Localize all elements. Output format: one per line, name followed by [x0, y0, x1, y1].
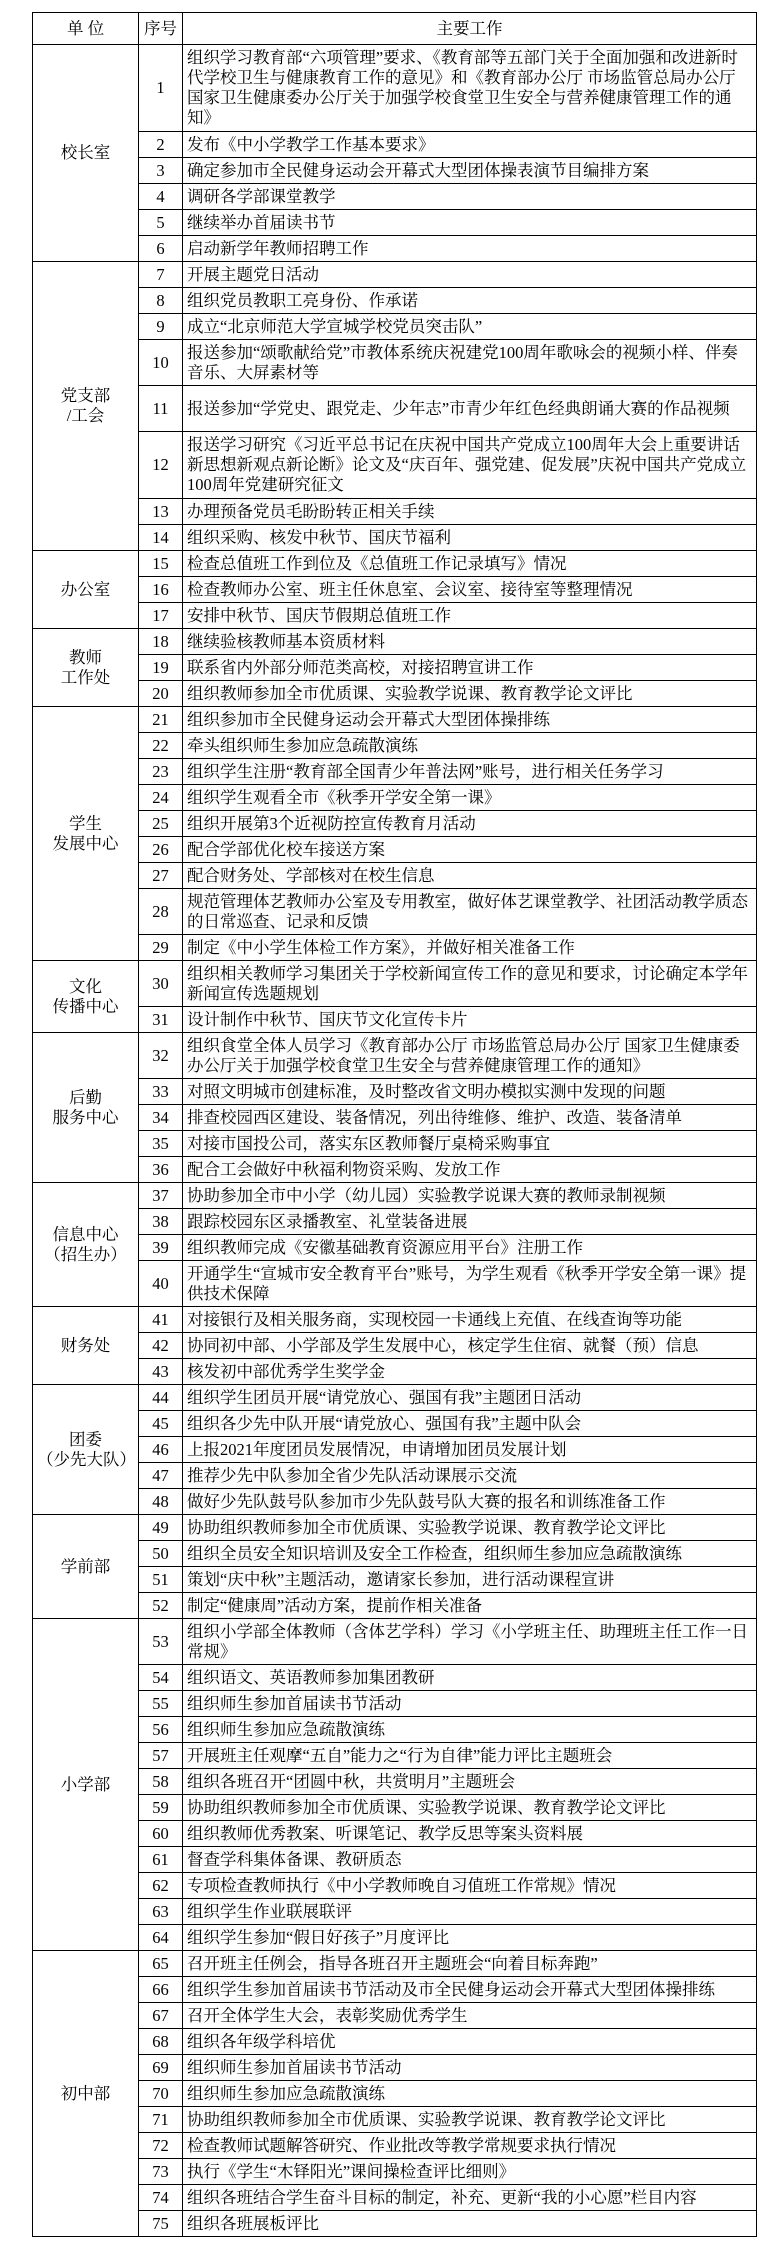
table-row [33, 811, 757, 837]
row-number: 71 [139, 2107, 183, 2133]
row-number: 43 [139, 1359, 183, 1385]
table-row [33, 1489, 757, 1515]
row-number: 62 [139, 1873, 183, 1899]
row-number: 13 [139, 499, 183, 525]
table-row [33, 2055, 757, 2081]
task-text: 报送参加“学党史、跟党走、少年志”市青少年红色经典朗诵大赛的作品视频 [183, 386, 757, 432]
row-number: 25 [139, 811, 183, 837]
row-number: 45 [139, 1411, 183, 1437]
unit-cell: 党支部 /工会 [33, 262, 139, 551]
task-text: 报送参加“颂歌献给党”市教体系统庆祝建党100周年歌咏会的视频小样、伴奏音乐、大屏素材等 [183, 340, 757, 386]
task-text: 执行《学生“木铎阳光”课间操检查评比细则》 [183, 2159, 757, 2185]
table-row [33, 1665, 757, 1691]
task-text: 组织学生注册“教育部全国青少年普法网”账号，进行相关任务学习 [183, 759, 757, 785]
row-number: 30 [139, 961, 183, 1007]
row-number: 58 [139, 1769, 183, 1795]
table-row [33, 1105, 757, 1131]
table-row [33, 1209, 757, 1235]
task-text: 组织语文、英语教师参加集团教研 [183, 1665, 757, 1691]
row-number: 57 [139, 1743, 183, 1769]
table-row [33, 759, 757, 785]
table-row [33, 681, 757, 707]
table-row [33, 1385, 757, 1411]
table-row [33, 236, 757, 262]
task-text: 组织教师优秀教案、听课笔记、教学反思等案头资料展 [183, 1821, 757, 1847]
table-row [33, 1131, 757, 1157]
task-text: 组织教师参加全市优质课、实验教学说课、教育教学论文评比 [183, 681, 757, 707]
task-text: 组织学生参加首届读书节活动及市全民健身运动会开幕式大型团体操排练 [183, 1977, 757, 2003]
table-row [33, 1463, 757, 1489]
task-text: 协助参加全市中小学（幼儿园）实验教学说课大赛的教师录制视频 [183, 1183, 757, 1209]
table-row [33, 1717, 757, 1743]
table-row [33, 158, 757, 184]
row-number: 59 [139, 1795, 183, 1821]
task-text: 组织各班展板评比 [183, 2211, 757, 2237]
unit-cell: 小学部 [33, 1619, 139, 1951]
row-number: 65 [139, 1951, 183, 1977]
task-text: 配合财务处、学部核对在校生信息 [183, 863, 757, 889]
row-number: 8 [139, 288, 183, 314]
row-number: 9 [139, 314, 183, 340]
row-number: 69 [139, 2055, 183, 2081]
row-number: 48 [139, 1489, 183, 1515]
row-number: 36 [139, 1157, 183, 1183]
task-text: 报送学习研究《习近平总书记在庆祝中国共产党成立100周年大会上重要讲话新思想新观点新论断》论文及“庆百年、强党建、促发展”庆祝中国共产党成立100周年党建研究征文 [183, 432, 757, 499]
row-number: 2 [139, 132, 183, 158]
row-number: 64 [139, 1925, 183, 1951]
table-row [33, 432, 757, 499]
table-row [33, 1333, 757, 1359]
task-text: 组织师生参加首届读书节活动 [183, 2055, 757, 2081]
row-number: 46 [139, 1437, 183, 1463]
task-text: 确定参加市全民健身运动会开幕式大型团体操表演节目编排方案 [183, 158, 757, 184]
row-number: 74 [139, 2185, 183, 2211]
table-row [33, 1235, 757, 1261]
task-text: 做好少先队鼓号队参加市少先队鼓号队大赛的报名和训练准备工作 [183, 1489, 757, 1515]
task-text: 制定“健康周”活动方案，提前作相关准备 [183, 1593, 757, 1619]
task-text: 协同初中部、小学部及学生发展中心，核定学生住宿、就餐（预）信息 [183, 1333, 757, 1359]
task-text: 排查校园西区建设、装备情况，列出待维修、维护、改造、装备清单 [183, 1105, 757, 1131]
row-number: 52 [139, 1593, 183, 1619]
table-row [33, 1541, 757, 1567]
row-number: 37 [139, 1183, 183, 1209]
task-text: 组织学生参加“假日好孩子”月度评比 [183, 1925, 757, 1951]
row-number: 67 [139, 2003, 183, 2029]
table-row [33, 1769, 757, 1795]
table-row [33, 1567, 757, 1593]
table-row [33, 1691, 757, 1717]
row-number: 34 [139, 1105, 183, 1131]
table-row [33, 45, 757, 132]
table-row [33, 210, 757, 236]
task-text: 组织师生参加应急疏散演练 [183, 1717, 757, 1743]
task-text: 规范管理体艺教师办公室及专用教室，做好体艺课堂教学、社团活动教学质态的日常巡查、记录和反馈 [183, 889, 757, 935]
task-text: 策划“庆中秋”主题活动，邀请家长参加，进行活动课程宣讲 [183, 1567, 757, 1593]
task-text: 牵头组织师生参加应急疏散演练 [183, 733, 757, 759]
table-row [33, 2029, 757, 2055]
row-number: 5 [139, 210, 183, 236]
task-text: 对接银行及相关服务商，实现校园一卡通线上充值、在线查询等功能 [183, 1307, 757, 1333]
task-text: 协助组织教师参加全市优质课、实验教学说课、教育教学论文评比 [183, 1515, 757, 1541]
table-row [33, 863, 757, 889]
table-row [33, 1007, 757, 1033]
unit-cell: 信息中心 （招生办） [33, 1183, 139, 1307]
table-row [33, 525, 757, 551]
task-text: 督查学科集体备课、教研质态 [183, 1847, 757, 1873]
task-text: 检查总值班工作到位及《总值班工作记录填写》情况 [183, 551, 757, 577]
row-number: 53 [139, 1619, 183, 1665]
row-number: 4 [139, 184, 183, 210]
task-text: 组织教师完成《安徽基础教育资源应用平台》注册工作 [183, 1235, 757, 1261]
task-text: 组织各年级学科培优 [183, 2029, 757, 2055]
table-row [33, 2081, 757, 2107]
row-number: 75 [139, 2211, 183, 2237]
row-number: 11 [139, 386, 183, 432]
task-text: 开展班主任观摩“五自”能力之“行为自律”能力评比主题班会 [183, 1743, 757, 1769]
task-text: 组织学生团员开展“请党放心、强国有我”主题团日活动 [183, 1385, 757, 1411]
task-text: 继续验核教师基本资质材料 [183, 629, 757, 655]
task-text: 配合工会做好中秋福利物资采购、发放工作 [183, 1157, 757, 1183]
task-text: 组织相关教师学习集团关于学校新闻宣传工作的意见和要求，讨论确定本学年新闻宣传选题规划 [183, 961, 757, 1007]
work-plan-table [32, 12, 757, 2237]
header-main-work: 主要工作 [183, 13, 757, 45]
row-number: 15 [139, 551, 183, 577]
row-number: 68 [139, 2029, 183, 2055]
task-text: 上报2021年度团员发展情况，申请增加团员发展计划 [183, 1437, 757, 1463]
row-number: 29 [139, 935, 183, 961]
row-number: 54 [139, 1665, 183, 1691]
row-number: 17 [139, 603, 183, 629]
table-row [33, 314, 757, 340]
table-row [33, 961, 757, 1007]
table-row [33, 1437, 757, 1463]
task-text: 检查教师试题解答研究、作业批改等教学常规要求执行情况 [183, 2133, 757, 2159]
task-text: 组织师生参加应急疏散演练 [183, 2081, 757, 2107]
task-text: 协助组织教师参加全市优质课、实验教学说课、教育教学论文评比 [183, 1795, 757, 1821]
row-number: 40 [139, 1261, 183, 1307]
header-unit: 单 位 [33, 13, 139, 45]
table-row [33, 889, 757, 935]
table-row [33, 1925, 757, 1951]
task-text: 检查教师办公室、班主任休息室、会议室、接待室等整理情况 [183, 577, 757, 603]
row-number: 55 [139, 1691, 183, 1717]
task-text: 协助组织教师参加全市优质课、实验教学说课、教育教学论文评比 [183, 2107, 757, 2133]
unit-cell: 财务处 [33, 1307, 139, 1385]
row-number: 16 [139, 577, 183, 603]
row-number: 50 [139, 1541, 183, 1567]
task-text: 启动新学年教师招聘工作 [183, 236, 757, 262]
row-number: 49 [139, 1515, 183, 1541]
row-number: 20 [139, 681, 183, 707]
row-number: 24 [139, 785, 183, 811]
task-text: 组织食堂全体人员学习《教育部办公厅 市场监管总局办公厅 国家卫生健康委办公厅关于加强学校食堂卫生安全与营养健康管理工作的通知》 [183, 1033, 757, 1079]
task-text: 跟踪校园东区录播教室、礼堂装备进展 [183, 1209, 757, 1235]
table-row [33, 1157, 757, 1183]
row-number: 73 [139, 2159, 183, 2185]
task-text: 组织学习教育部“六项管理”要求、《教育部等五部门关于全面加强和改进新时代学校卫生与健康教育工作的意见》和《教育部办公厅 市场监管总局办公厅 国家卫生健康委办公厅关于加强学校食堂卫生安全与营养健康管理工作的通知》 [183, 45, 757, 132]
table-row [33, 499, 757, 525]
row-number: 26 [139, 837, 183, 863]
task-text: 发布《中小学教学工作基本要求》 [183, 132, 757, 158]
row-number: 47 [139, 1463, 183, 1489]
table-row [33, 837, 757, 863]
table-row [33, 2107, 757, 2133]
row-number: 21 [139, 707, 183, 733]
task-text: 配合学部优化校车接送方案 [183, 837, 757, 863]
table-row [33, 577, 757, 603]
row-number: 22 [139, 733, 183, 759]
header-row [33, 13, 757, 45]
task-text: 调研各学部课堂教学 [183, 184, 757, 210]
table-row [33, 1847, 757, 1873]
task-text: 组织全员安全知识培训及安全工作检查，组织师生参加应急疏散演练 [183, 1541, 757, 1567]
task-text: 召开全体学生大会，表彰奖励优秀学生 [183, 2003, 757, 2029]
row-number: 38 [139, 1209, 183, 1235]
task-text: 组织学生观看全市《秋季开学安全第一课》 [183, 785, 757, 811]
table-row [33, 2133, 757, 2159]
table-row [33, 386, 757, 432]
row-number: 19 [139, 655, 183, 681]
table-row [33, 1033, 757, 1079]
table-row [33, 1183, 757, 1209]
table-row [33, 603, 757, 629]
table-row [33, 707, 757, 733]
row-number: 1 [139, 45, 183, 132]
table-row [33, 184, 757, 210]
row-number: 66 [139, 1977, 183, 2003]
row-number: 3 [139, 158, 183, 184]
table-row [33, 1951, 757, 1977]
task-text: 办理预备党员毛盼盼转正相关手续 [183, 499, 757, 525]
task-text: 组织党员教职工亮身份、作承诺 [183, 288, 757, 314]
row-number: 42 [139, 1333, 183, 1359]
table-row [33, 1359, 757, 1385]
table-row [33, 551, 757, 577]
row-number: 28 [139, 889, 183, 935]
table-row [33, 1619, 757, 1665]
unit-cell: 校长室 [33, 45, 139, 262]
unit-cell: 文化 传播中心 [33, 961, 139, 1033]
task-text: 组织采购、核发中秋节、国庆节福利 [183, 525, 757, 551]
table-row [33, 288, 757, 314]
table-row [33, 935, 757, 961]
row-number: 61 [139, 1847, 183, 1873]
task-text: 安排中秋节、国庆节假期总值班工作 [183, 603, 757, 629]
task-text: 组织各班结合学生奋斗目标的制定，补充、更新“我的小心愿”栏目内容 [183, 2185, 757, 2211]
table-row [33, 1821, 757, 1847]
task-text: 组织各班召开“团圆中秋，共赏明月”主题班会 [183, 1769, 757, 1795]
table-row [33, 1743, 757, 1769]
table-row [33, 1515, 757, 1541]
table-row [33, 1307, 757, 1333]
row-number: 39 [139, 1235, 183, 1261]
row-number: 7 [139, 262, 183, 288]
task-text: 对照文明城市创建标准，及时整改省文明办模拟实测中发现的问题 [183, 1079, 757, 1105]
task-text: 设计制作中秋节、国庆节文化宣传卡片 [183, 1007, 757, 1033]
task-text: 成立“北京师范大学宣城学校党员突击队” [183, 314, 757, 340]
unit-cell: 教师 工作处 [33, 629, 139, 707]
table-row [33, 2185, 757, 2211]
row-number: 70 [139, 2081, 183, 2107]
row-number: 6 [139, 236, 183, 262]
unit-cell: 团委 （少先大队） [33, 1385, 139, 1515]
table-row [33, 1079, 757, 1105]
table-row [33, 1977, 757, 2003]
table-row [33, 2003, 757, 2029]
table-row [33, 1411, 757, 1437]
table-body [33, 45, 757, 2237]
table-row [33, 1261, 757, 1307]
task-text: 继续举办首届读书节 [183, 210, 757, 236]
task-text: 召开班主任例会，指导各班召开主题班会“向着目标奔跑” [183, 1951, 757, 1977]
row-number: 60 [139, 1821, 183, 1847]
task-text: 专项检查教师执行《中小学教师晚自习值班工作常规》情况 [183, 1873, 757, 1899]
table-row [33, 132, 757, 158]
unit-cell: 学前部 [33, 1515, 139, 1619]
task-text: 组织师生参加首届读书节活动 [183, 1691, 757, 1717]
row-number: 56 [139, 1717, 183, 1743]
task-text: 开展主题党日活动 [183, 262, 757, 288]
task-text: 组织参加市全民健身运动会开幕式大型团体操排练 [183, 707, 757, 733]
table-row [33, 655, 757, 681]
row-number: 51 [139, 1567, 183, 1593]
row-number: 27 [139, 863, 183, 889]
row-number: 12 [139, 432, 183, 499]
task-text: 组织开展第3个近视防控宣传教育月活动 [183, 811, 757, 837]
task-text: 对接市国投公司，落实东区教师餐厅桌椅采购事宜 [183, 1131, 757, 1157]
table-row [33, 262, 757, 288]
unit-cell: 办公室 [33, 551, 139, 629]
row-number: 72 [139, 2133, 183, 2159]
task-text: 联系省内外部分师范类高校，对接招聘宣讲工作 [183, 655, 757, 681]
row-number: 63 [139, 1899, 183, 1925]
unit-cell: 后勤 服务中心 [33, 1033, 139, 1183]
table-row [33, 1899, 757, 1925]
table-row [33, 1795, 757, 1821]
task-text: 组织小学部全体教师（含体艺学科）学习《小学班主任、助理班主任工作一日常规》 [183, 1619, 757, 1665]
header-number: 序号 [139, 13, 183, 45]
row-number: 44 [139, 1385, 183, 1411]
table-header [33, 13, 757, 45]
task-text: 核发初中部优秀学生奖学金 [183, 1359, 757, 1385]
unit-cell: 学生 发展中心 [33, 707, 139, 961]
task-text: 组织学生作业联展联评 [183, 1899, 757, 1925]
task-text: 制定《中小学生体检工作方案》，并做好相关准备工作 [183, 935, 757, 961]
table-row [33, 340, 757, 386]
task-text: 开通学生“宣城市安全教育平台”账号，为学生观看《秋季开学安全第一课》提供技术保障 [183, 1261, 757, 1307]
table-row [33, 785, 757, 811]
table-row [33, 2211, 757, 2237]
row-number: 10 [139, 340, 183, 386]
table-row [33, 733, 757, 759]
row-number: 41 [139, 1307, 183, 1333]
table-row [33, 2159, 757, 2185]
task-text: 组织各少先中队开展“请党放心、强国有我”主题中队会 [183, 1411, 757, 1437]
unit-cell: 初中部 [33, 1951, 139, 2237]
row-number: 23 [139, 759, 183, 785]
table-row [33, 1593, 757, 1619]
row-number: 35 [139, 1131, 183, 1157]
table-row [33, 1873, 757, 1899]
task-text: 推荐少先中队参加全省少先队活动课展示交流 [183, 1463, 757, 1489]
row-number: 18 [139, 629, 183, 655]
row-number: 31 [139, 1007, 183, 1033]
row-number: 33 [139, 1079, 183, 1105]
table-row [33, 629, 757, 655]
row-number: 14 [139, 525, 183, 551]
row-number: 32 [139, 1033, 183, 1079]
